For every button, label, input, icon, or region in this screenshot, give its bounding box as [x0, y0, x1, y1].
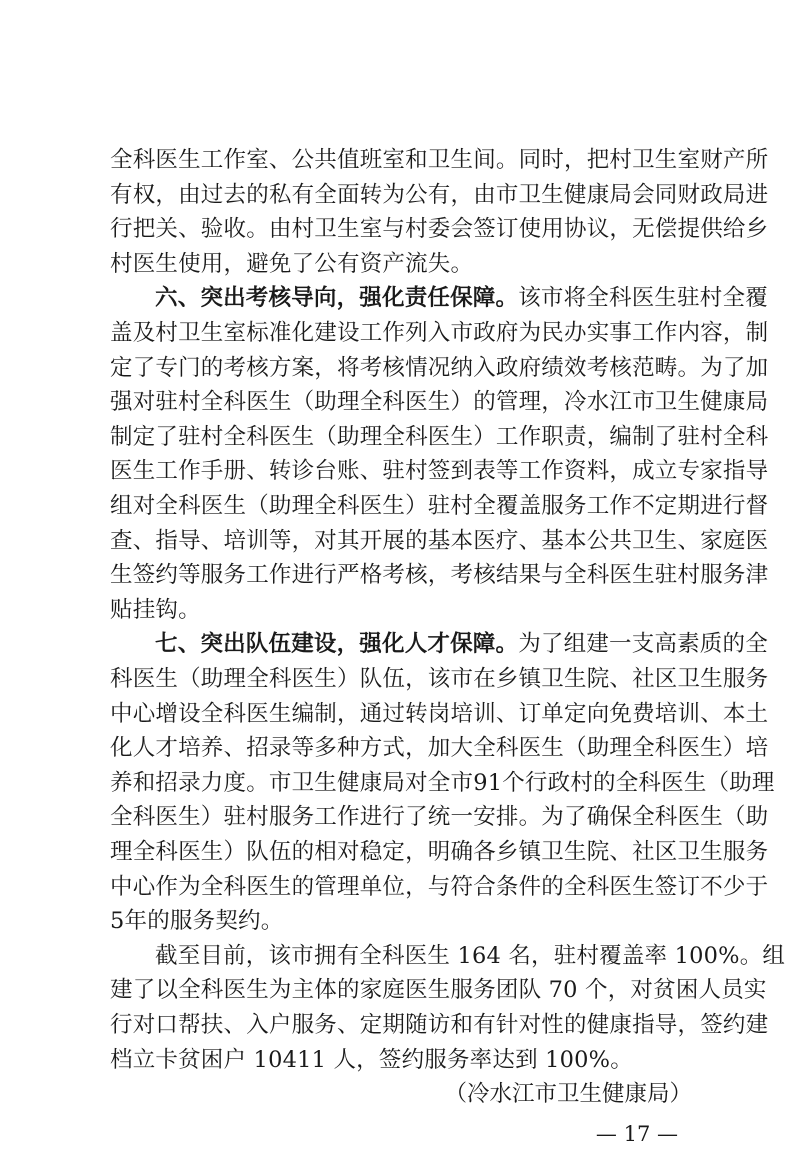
section-6-heading: 六、突出考核导向，强化责任保障。: [155, 285, 519, 312]
body-line: 理全科医生）队伍的相对稳定，明确各乡镇卫生院、社区卫生服务: [110, 839, 769, 865]
body-line: 查、指导、培训等，对其开展的基本医疗、基本公共卫生、家庭医: [110, 527, 769, 554]
body-line: 制定了驻村全科医生（助理全科医生）工作职责，编制了驻村全科: [110, 423, 769, 450]
body-line: 组对全科医生（助理全科医生）驻村全覆盖服务工作不定期进行督: [110, 493, 769, 519]
body-line: 档立卡贫困户 10411 人，签约服务率达到 100%。: [110, 1046, 633, 1073]
body-line: 行把关、验收。由村卫生室与村委会签订使用协议，无偿提供给乡: [110, 216, 769, 243]
body-line: 有权，由过去的私有全面转为公有，由市卫生健康局会同财政局进: [110, 181, 769, 208]
section-7-heading: 七、突出队伍建设，强化人才保障。: [155, 631, 519, 658]
signature: （冷水江市卫生健康局）: [444, 1081, 692, 1108]
body-line: 5年的服务契约。: [110, 908, 284, 935]
section-7-first-line: [155, 627, 768, 662]
body-line: 养和招录力度。市卫生健康局对全市91个行政村的全科医生（助理: [110, 769, 775, 796]
body-line: 全科医生）驻村服务工作进行了统一安排。为了确保全科医生（助: [110, 804, 769, 831]
body-line: 中心增设全科医生编制，通过转岗培训、订单定向免费培训、本土: [110, 700, 769, 727]
body-line: 贴挂钩。: [110, 596, 201, 623]
body-line: 盖及村卫生室标准化建设工作列入市政府为民办实事工作内容，制: [110, 320, 769, 346]
section-7-first-text: 为了组建一支高素质的全: [518, 631, 768, 658]
body-line: 全科医生工作室、公共值班室和卫生间。同时，把村卫生室财产所: [110, 147, 769, 173]
body-line: 科医生（助理全科医生）队伍，该市在乡镇卫生院、社区卫生服务: [110, 666, 769, 692]
summary-first-line: 截至目前，该市拥有全科医生 164 名，驻村覆盖率 100%。组: [155, 942, 786, 969]
body-line: 村医生使用，避免了公有资产流失。: [110, 250, 474, 277]
body-line: 生签约等服务工作进行严格考核，考核结果与全科医生驻村服务津: [110, 562, 769, 589]
body-line: 建了以全科医生为主体的家庭医生服务团队 70 个，对贫困人员实: [110, 977, 767, 1004]
body-line: 中心作为全科医生的管理单位，与符合条件的全科医生签订不少于: [110, 873, 769, 900]
body-line: 医生工作手册、转诊台账、驻村签到表等工作资料，成立专家指导: [110, 458, 769, 485]
body-line: 化人才培养、招录等多种方式，加大全科医生（助理全科医生）培: [110, 735, 769, 762]
section-6-first-text: 该市将全科医生驻村全覆: [518, 285, 768, 312]
body-line: 强对驻村全科医生（助理全科医生）的管理，冷水江市卫生健康局: [110, 389, 769, 416]
page-number: — 17 —: [595, 1121, 678, 1146]
body-line: 定了专门的考核方案，将考核情况纳入政府绩效考核范畴。为了加: [110, 354, 769, 381]
body-line: 行对口帮扶、入户服务、定期随访和有针对性的健康指导，签约建: [110, 1012, 769, 1038]
section-6-first-line: [155, 281, 768, 316]
